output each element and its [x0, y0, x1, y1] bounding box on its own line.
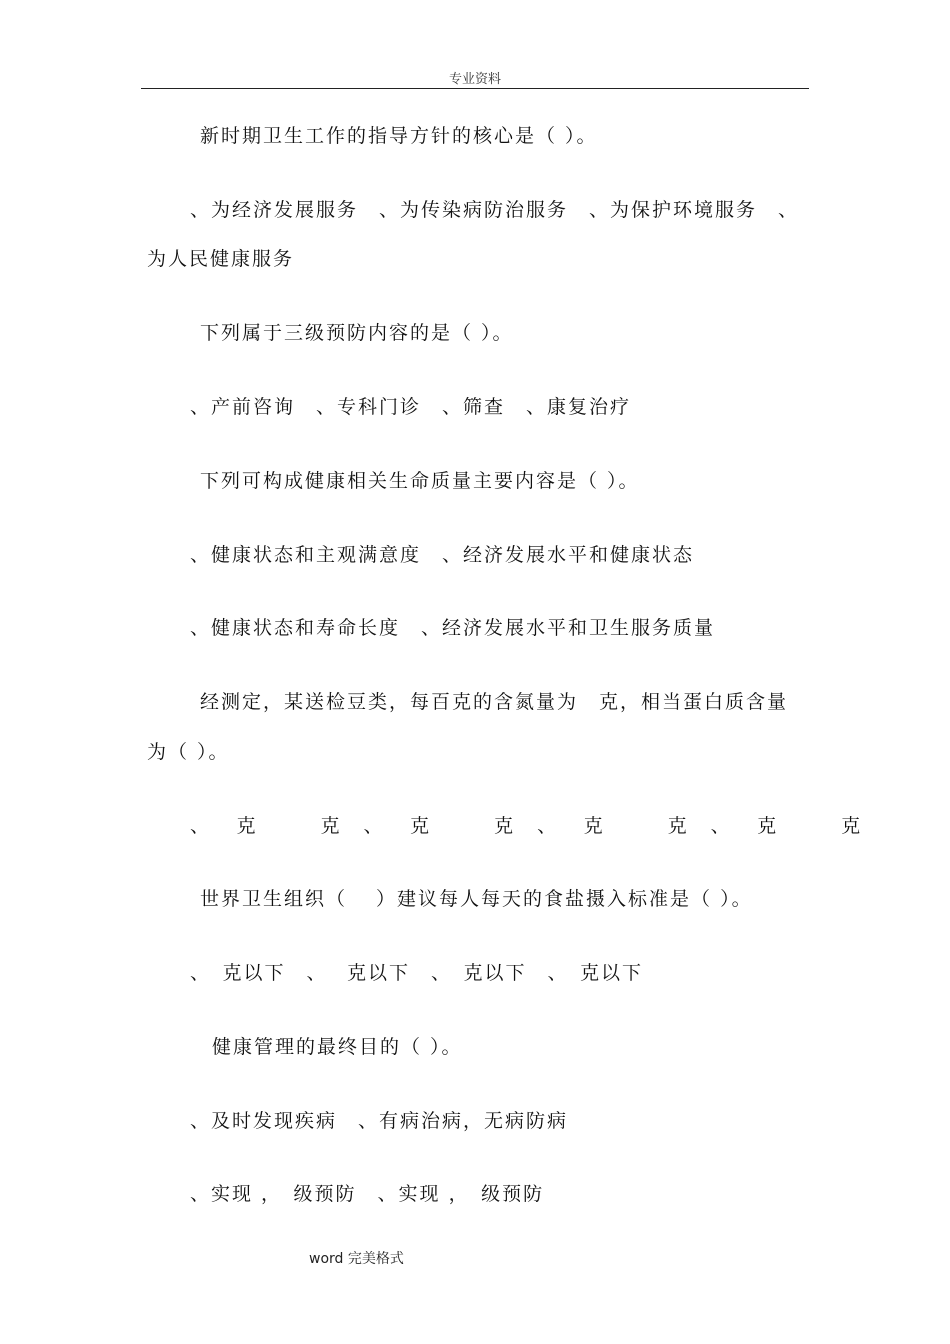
question-2-options: 、产前咨询 、专科门诊 、筛查 、康复治疗: [190, 396, 632, 418]
question-3-options-b: 、健康状态和寿命长度 、经济发展水平和卫生服务质量: [190, 617, 716, 639]
question-1-options: 、为经济发展服务 、为传染病防治服务 、为保护环境服务 、: [190, 199, 800, 221]
page-header: 专业资料: [448, 72, 501, 87]
question-1-options-cont: 为人民健康服务: [147, 248, 295, 270]
question-6-options-b: 、实现 ， 级预防 、实现 ， 级预防: [190, 1183, 545, 1205]
question-6-options-a: 、及时发现疾病 、有病治病，无病防病: [190, 1110, 569, 1132]
question-3-options-a: 、健康状态和主观满意度 、经济发展水平和健康状态: [190, 544, 695, 566]
question-4-options: 、 克 克 、 克 克 、 克 克 、 克 克: [190, 815, 870, 837]
page-footer: word 完美格式: [309, 1251, 404, 1267]
question-6: 健康管理的最终目的（ ）。: [212, 1036, 463, 1058]
question-3: 下列可构成健康相关生命质量主要内容是（ ）。: [200, 470, 640, 492]
question-4: 经测定，某送检豆类，每百克的含氮量为 克，相当蛋白质含量: [200, 691, 789, 713]
question-2: 下列属于三级预防内容的是（ ）。: [200, 322, 514, 344]
question-4-cont: 为（ ）。: [147, 741, 230, 763]
question-5-options: 、 克以下 、 克以下 、 克以下 、 克以下: [190, 962, 644, 984]
question-1: 新时期卫生工作的指导方针的核心是（ ）。: [200, 125, 598, 147]
header-rule: [141, 88, 809, 89]
question-5: 世界卫生组织（ ）建议每人每天的食盐摄入标准是（ ）。: [200, 888, 753, 910]
